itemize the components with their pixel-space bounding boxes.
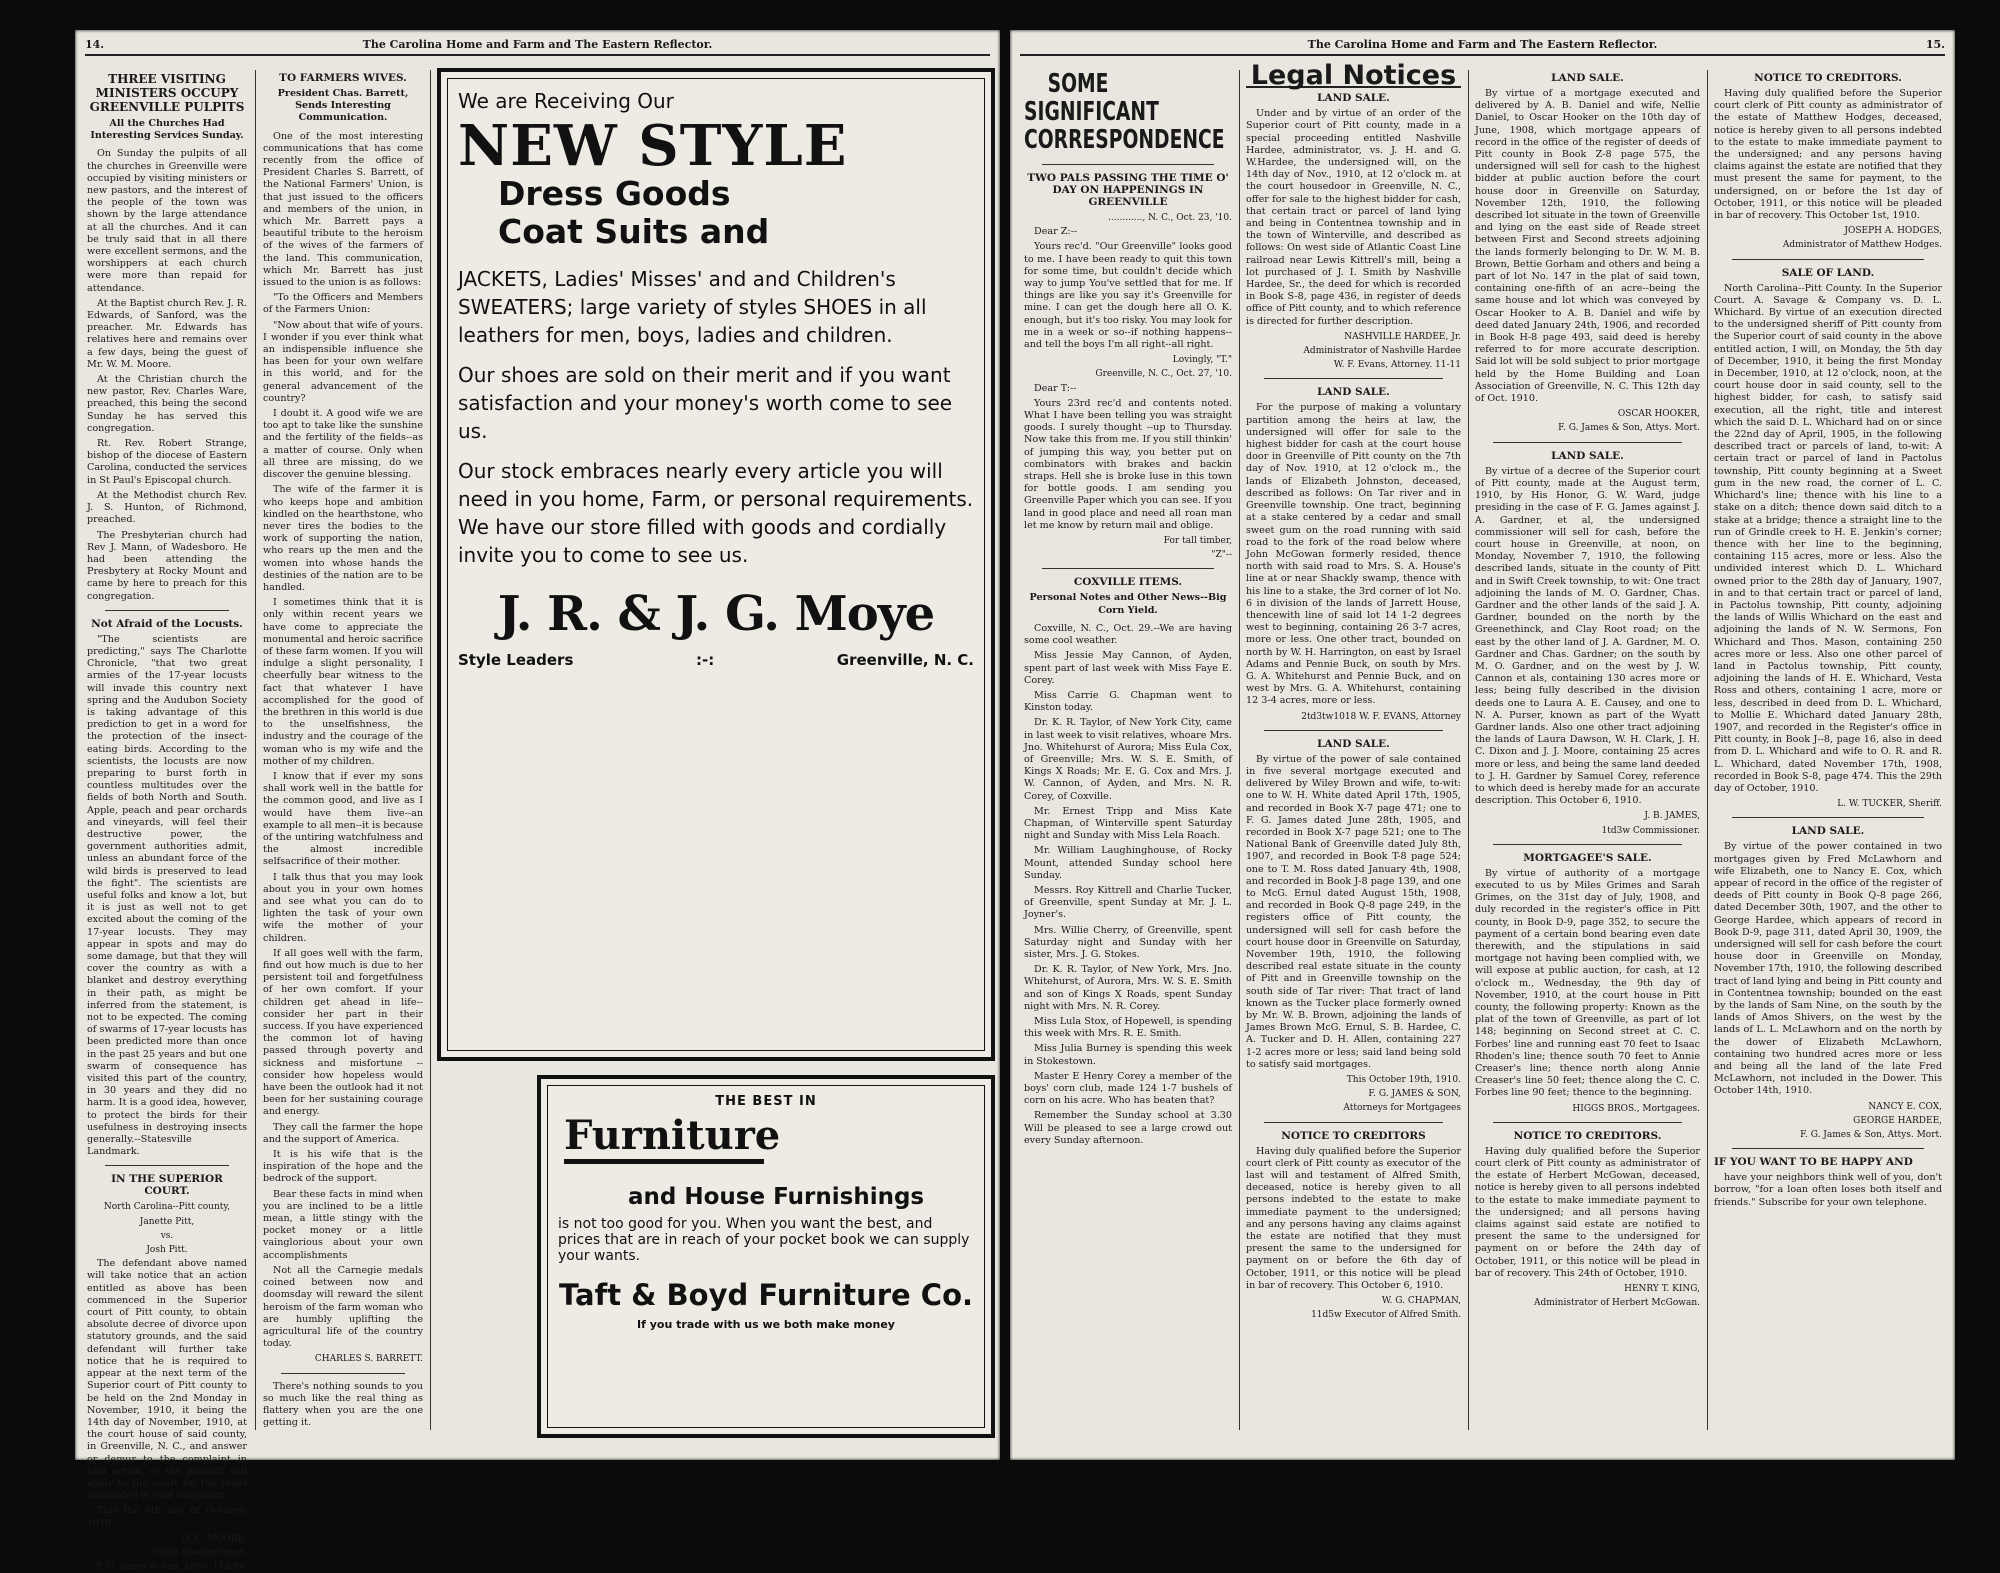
two-pals-headline: TWO PALS PASSING THE TIME O' DAY ON HAPPENINGS IN GREENVILLE	[1027, 172, 1229, 208]
left-column-2	[263, 70, 423, 1440]
right-column-3	[1475, 70, 1700, 1440]
notice-signature: HIGGS BROS., Mortgagees.	[1572, 1103, 1700, 1114]
signature-line: Clerk Sperior Court.	[153, 1547, 247, 1558]
letter2-closing: For tall timber,	[1163, 536, 1232, 547]
article-paragraph: The wife of the farmer it is who keeps hope and ambition kindled on the hearthstone, who never tires the bodies to the work of supporting the nation, who rears up the men and the women into whose hands the destinies of the nation are to be handled.	[263, 484, 423, 593]
letter1-salutation: Dear Z:--	[1034, 226, 1078, 238]
article-paragraph: At the Baptist church Rev. J. R. Edwards, of Sanford, was the preacher. Mr. Edwards has relatives here and remains over a few days, being the guest of Mr. W. M. Moore.	[87, 297, 247, 370]
legal-notices-masthead: Legal Notices	[1246, 70, 1461, 88]
notice-text: Having duly qualified before the Superior court clerk of Pitt county as administrator of the estate of Matthew Hodges, deceased, notice is hereby given to all persons indebted to the estate to make immediate payment to the undersigned; and any persons having claims against the estate are notified that they must present the same for payment, to the undersigned, on or before the 1st day of October, 1911, or this notice will be pleaded in bar of recovery. This October 1st, 1910.	[1714, 88, 1942, 222]
taft-ad-furniture: Furniture	[564, 1112, 781, 1159]
divider	[1493, 1122, 1682, 1123]
telephone-ad-headline: IF YOU WANT TO BE HAPPY AND	[1714, 1156, 1913, 1169]
moye-advertisement	[437, 68, 995, 1061]
letter2-dateline: Greenville, N. C., Oct. 27, '10.	[1095, 369, 1232, 380]
notice-signature: Attorneys for Mortgagees	[1343, 1103, 1461, 1114]
court-notice	[87, 1258, 247, 1529]
right-column-4	[1714, 70, 1942, 1440]
notice-signature: F. G. James & Son, Attys. Mort.	[1800, 1130, 1942, 1141]
court-caption-line: Josh Pitt.	[146, 1245, 188, 1256]
court-signature	[87, 1533, 247, 1573]
farmers-wives-headline: TO FARMERS WIVES.	[279, 72, 407, 84]
right-newspaper-page	[1010, 30, 1955, 1460]
article-paragraph: "Now about that wife of yours. I wonder if you ever think what an indispensible influence she has been for your own welfare in this world, and for the general advancement of the country?	[263, 319, 423, 404]
coxville-item: Coxville, N. C., Oct. 29.--We are having some cool weather.	[1024, 622, 1232, 647]
barrett-signature: CHARLES S. BARRETT.	[314, 1354, 423, 1365]
coxville-item: Messrs. Roy Kittrell and Charlie Tucker, of Greenville, spent Sunday at Mr. J. L. Joyner's.	[1024, 884, 1232, 921]
column-rule	[430, 70, 431, 1430]
notice-text: Having duly qualified before the Superior court clerk of Pitt county as administrator of the estate of Herbert McGowan, deceased, notice is hereby given to all persons indebted to the estate to make immediate payment to the undersigned; and all persons having claims against said estate are notified to present the same to the undersigned for payment on or before the 24th day of October, 1911, or this notice will be plead in bar of recovery. This 24th of October, 1910.	[1475, 1145, 1700, 1279]
notice-title: LAND SALE.	[1317, 386, 1390, 399]
legal-notices-col2	[1246, 92, 1461, 1321]
notice-signature: GEORGE HARDEE,	[1853, 1115, 1942, 1126]
notice-signature: 1td3w Commissioner.	[1601, 825, 1700, 836]
notice-signature: L. W. TUCKER, Sheriff.	[1837, 799, 1942, 810]
left-newspaper-page	[75, 30, 1000, 1573]
notice-signature: Administrator of Matthew Hodges.	[1782, 240, 1942, 251]
article-paragraph: I sometimes think that it is only within recent years we have come to appreciate the monumental and heroic sacrifice of these farm women. If you will indulge a slight personality, I cheerfully bear witness to the fact that whatever I have accomplished for the good of the brethren in this world is due to the unselfishness, the industry and the courage of the woman who is my wife and the mother of my children.	[263, 597, 423, 767]
taft-boyd-advertisement	[537, 1075, 995, 1438]
signature-line: F. G. James & Son, Attys. 11d3tw	[96, 1562, 247, 1573]
court-caption-line: vs.	[160, 1230, 174, 1241]
article-paragraph: On Sunday the pulpits of all the churches in Greenville were occupied by visiting ministers or new pastors, and the interest of the people of the town was shown by the large attendance at all the churches. And it can be truly said that in all there were excellent sermons, and the worshippers at each church were more than repaid for attendance.	[87, 148, 247, 294]
article-paragraph: I doubt it. A good wife we are too apt to take like the sunshine and the fertility of the fields--as a matter of course. Only when all three are missing, do we discover the genuine blessing.	[263, 408, 423, 481]
correspondence-masthead: SOME SIGNIFICANT CORRESPONDENCE	[1024, 69, 1225, 155]
superior-court-headline: IN THE SUPERIOR COURT.	[111, 1173, 223, 1198]
divider	[1732, 1148, 1924, 1149]
notice-signature: F. G. JAMES & SON,	[1368, 1089, 1461, 1100]
legal-notices-col4	[1714, 72, 1942, 1141]
notice-signature: NASHVILLE HARDEE, Jr.	[1344, 331, 1461, 342]
moye-ad-intro: We are Receiving Our	[458, 89, 674, 113]
notice-title: LAND SALE.	[1791, 825, 1865, 838]
moye-ad-style-leaders: Style Leaders	[458, 651, 574, 669]
article-paragraph: I talk thus that you may look about you in your own homes and see what you can do to lighten the task of your own wife the mother of your children.	[263, 871, 423, 944]
right-running-head	[1020, 38, 1945, 56]
letter2-signature: "Z"--	[1211, 550, 1232, 561]
notice-signature: F. G. James & Son, Attys. Mort.	[1558, 423, 1700, 434]
moye-ad-location: Greenville, N. C.	[836, 651, 974, 669]
left-running-head	[85, 38, 990, 56]
court-caption	[87, 1201, 247, 1256]
coxville-item: Remember the Sunday school at 3.30 Will be pleased to see a large crowd out every Sunday afternoon.	[1024, 1110, 1232, 1146]
article-paragraph: Rt. Rev. Robert Strange, bishop of the diocese of Eastern Carolina, conducted the services in St Paul's Episcopal church.	[87, 438, 247, 486]
article-paragraph: At the Christian church the new pastor, Rev. Charles Ware, preached, this being the second Sunday he has served this congregation.	[87, 374, 247, 434]
taft-ad-underline	[564, 1159, 764, 1164]
notice-title: LAND SALE.	[1317, 92, 1390, 105]
divider	[1042, 164, 1214, 165]
coxville-items	[1024, 623, 1232, 1147]
taft-ad-body: is not too good for you. When you want the best, and prices that are in reach of your pocket book we can supply your wants.	[558, 1216, 970, 1264]
right-column-2	[1246, 60, 1461, 1440]
notice-title: LAND SALE.	[1551, 449, 1624, 462]
notice-signature: J. B. JAMES,	[1644, 811, 1700, 822]
notice-signature: HENRY T. KING,	[1624, 1284, 1700, 1295]
farmers-wives-subhead: President Chas. Barrett, Sends Interesting Communication.	[277, 88, 409, 124]
moye-ad-coat-suits: Coat Suits and	[498, 212, 770, 251]
farmers-wives-article	[263, 131, 423, 1351]
notice-text: By virtue of a mortgage executed and delivered by A. B. Daniel and wife, Nellie Daniel, to Oscar Hooker on the 10th day of June, 1908, which mortgage appears of record in the office of the register of deeds of Pitt county in Book Z-8 page 575, the undersigned will sell for cash to the highest bidder at public auction before the court house door in Greenville on Saturday, November 12th, 1910, the following described lot situate in the town of Greenville and lying on the east side of Reade street between First and Second streets adjoining the lands formerly belonging to Dr. W. M. B. Brown, Bettie Gorham and others and being a part of lot No. 147 in the plat of said town, containing one-fifth of an acre--being the same house and lot which was conveyed by Oscar Hooker to A. B. Daniel and wife by deed dated January 24th, 1906, and recorded in Book H-8 page 493, said deed is hereby referred to for more accurate description. Said lot will be sold subject to prior mortgage held by the Home Building and Loan Association of Greenville, N. C. This 12th day of Oct. 1910.	[1475, 88, 1700, 405]
right-running-title: The Carolina Home and Farm and The Eastern Reflector.	[1307, 38, 1658, 51]
notice-text: North Carolina--Pitt County. In the Superior Court. A. Savage & Company vs. D. L. Whichard. By virtue of an execution directed to the undersigned sheriff of Pitt county from the Superior court of said county in the above entitled action, I will, on Monday, the 5th day of December, 1910, it being the first Monday in December, 1910, at 12 o'clock, noon, at the court house door in said county, sell to the highest bidder, for cash, to satisfy said execution, all the right, title and interest which the said D. L. Whichard had on or since the 22nd day of April, 1905, in the following described tract or parcels of land, to-wit: A certain tract or parcel of land in Pactolus township, Pitt county beginning at a Sweet gum in the new road, the corner of L. C. Whichard's line; thence with his line to a stake on a ditch; thence down said ditch to a stake at a bridge; thence a straight line to the run of Grindle creek to H. E. Jenkin's corner; thence with her line to the beginning, containing 115 acres, more or less. Also the undivided interest which D. L. Whichard owned prior to the 28th day of January, 1907, in and to that certain tract or parcel of land, in Pactolus township, Pitt county, adjoining the lands of Willis Whichard on the east and adjoining the lands of N. W. Sermons, Fon Whichard and Thos. Mason, containing 250 acres more or less. Also one other parcel of land in Pactolus township, Pitt county, adjoining the lands of H. E. Whichard, Vesta Ross and others, containing 1 acre, more or less, described in deed from D. L. Whichard, to Mollie E. Whichard dated January 28th, 1907, and recorded in the Register's office in Pitt county, in Book J--8, page 16, also in deed from D. L. Whichard and wife to O. R. and R. L. Whichard, dated November 17th, 1908, recorded in Book S-8, page 474. This the 29th day of October, 1910.	[1714, 282, 1942, 794]
court-caption-line: Janette Pitt,	[139, 1216, 195, 1227]
article-paragraph: At the Methodist church Rev. J. S. Hunton, of Richmond, preached.	[87, 489, 247, 526]
coxville-item: Miss Jessie May Cannon, of Ayden, spent part of last week with Miss Faye E. Corey.	[1024, 650, 1232, 686]
notice-title: LAND SALE.	[1317, 737, 1390, 750]
notice-text: For the purpose of making a voluntary partition among the heirs at law, the undersigned will offer for sale to the highest bidder for cash at the court house door in Greenville of Pitt county on the 7th day of Nov. 1910, at 12 o'clock m., the lands of Elizabeth Johnston, deceased, described as follows: On Tar river and in Greenville township. One tract, beginning at a stake centered by a cedar and small sweet gum on the road running with said road to the fork of the road below where John McGowan formerly resided, thence north with said road to Mrs. S. A. House's line at or near Shackly swamp, thence with his line to a stake, the 3rd corner of lot No. 6 in division of the lands of Jarrett House, thencewith line of said lot 14 1-2 degrees west to beginning, containing 26 3-7 acres, more or less. One other tract, bounded on north by W. H. Harrington, on east by Israel Adams and Pennie Buck, on south by Mrs. G. A. Whitehurst and Pennie Buck, and on west by Mrs. G. A. Whitehurst, containing 12 3-4 acres, more or less.	[1246, 402, 1461, 707]
notice-signature: JOSEPH A. HODGES,	[1844, 226, 1942, 237]
court-caption-line: North Carolina--Pitt county,	[103, 1202, 231, 1213]
coxville-item: Dr. K. R. Taylor, of New York, Mrs. Jno. Whitehurst, of Aurora, Mrs. W. S. E. Smith and son of Kings X Roads, spent Sunday night with Mrs. N. R. Corey.	[1024, 964, 1232, 1012]
moye-ad-tagline	[458, 651, 974, 669]
divider	[1732, 259, 1924, 260]
notice-signature: OSCAR HOOKER,	[1617, 409, 1700, 420]
divider	[281, 1373, 405, 1374]
coxville-item: Master E Henry Corey a member of the boys' corn club, made 124 1-7 bushels of corn on his acre. Who has beaten that?	[1024, 1070, 1232, 1107]
notice-text: By virtue of authority of a mortgage executed to us by Miles Grimes and Sarah Grimes, on the 31st day of July, 1908, and duly recorded in the register's office in Pitt county, in Book D-9, page 352, to secure the payment of a certain bond bearing even date therewith, and the stipulations in said mortgage not having been complied with, we will expose at public auction, for cash, at 12 o'clock m., Wednesday, the 9th day of November, 1910, at the court house in Pitt county, the following property: Known as the plat of the town of Greenville, as part of lot 148; beginning on Second street at C. C. Forbes' line and running east 70 feet to Isaac Rhoden's line; thence south 70 feet to Annie Creaser's line; thence north along Annie Creaser's line 50 feet; thence along the C. C. Forbes line 90 feet; thence to the beginning.	[1475, 867, 1700, 1099]
article-paragraph: Not all the Carnegie medals coined between now and doomsday will reward the silent heroism of the farm woman who are humbly uplifting the agricultural life of the country today.	[263, 1264, 423, 1350]
telephone-ad-text: have your neighbors think well of you, don't borrow, "for a loan often loses both itself and friends." Subscribe for your own telephone.	[1714, 1172, 1942, 1208]
letter1-body: Yours rec'd. "Our Greenville" looks good to me. I have been ready to quit this town for some time, but couldn't decide which way to jump You've settled that for me. If things are like you say it's Greenville for mine. I can get the dough here all O. K. enough, but it's too risky. You may look for me in a week or so--if nothing happens--and tell the boys I'm all right--all right.	[1024, 241, 1232, 351]
notice-text: Having duly qualified before the Superior court clerk of Pitt county as executor of the last will and testament of Alfred Smith, deceased, notice is hereby given to all persons indebted to the estate to make immediate payment to the undersigned; and any persons having any claims against the estate are notified that they must present the same to the undersigned for payment on or before the 6th day of October, 1911, or this notice will be plead in bar of recovery. This October 6, 1910.	[1246, 1145, 1461, 1291]
left-column-1	[87, 70, 247, 1573]
taft-ad-firm-name: Taft & Boyd Furniture Co.	[558, 1278, 974, 1312]
article-paragraph: The Presbyterian church had Rev J. Mann, of Wadesboro. He had been attending the Presbytery at Rocky Mount and came by here to preach for this congregation.	[87, 529, 247, 602]
coxville-item: Mr. Ernest Tripp and Miss Kate Chapman, of Winterville spent Saturday night and Sunday with Miss Lela Roach.	[1024, 805, 1232, 842]
coxville-item: Mr. William Laughinghouse, of Rocky Mount, attended Sunday school here Sunday.	[1024, 845, 1232, 881]
article-paragraph: It is his wife that is the inspiration of the hope and the bedrock of the support.	[263, 1149, 423, 1185]
notice-title: SALE OF LAND.	[1781, 266, 1875, 279]
column-rule	[1707, 70, 1708, 1430]
moye-ad-dress-goods: Dress Goods	[498, 174, 731, 213]
moye-ad-body-2: Our shoes are sold on their merit and if you want satisfaction and your money's worth come to see us.	[458, 363, 953, 443]
notice-signature: 2td3tw1018 W. F. EVANS, Attorney	[1301, 711, 1461, 722]
article-paragraph: If all goes well with the farm, find out how much is due to her persistent toil and forgetfulness of her own comfort. If your children get ahead in life--consider her part in their success. If you have experienced the common lot of having passed through poverty and sickness and misfortune --consider how hopeless would have been the outlook had it not been for her sustaining courage and energy.	[263, 947, 423, 1118]
coxville-headline: COXVILLE ITEMS.	[1073, 576, 1183, 589]
right-column-1	[1024, 70, 1232, 1440]
ministers-headline: THREE VISITING MINISTERS OCCUPY GREENVILLE PULPITS	[89, 72, 245, 114]
notice-signature: NANCY E. COX,	[1868, 1101, 1942, 1112]
divider	[1264, 730, 1443, 731]
letter1-dateline: ............, N. C., Oct. 23, '10.	[1108, 213, 1232, 223]
divider	[1264, 1122, 1443, 1123]
left-running-title: The Carolina Home and Farm and The Eastern Reflector.	[362, 38, 713, 51]
notice-text: Under and by virtue of an order of the Superior court of Pitt county, made in a special proceeding entitled Nashville Hardee, administrator, vs. J. H. and G. W.Hardee, the undersigned will, on the 14th day of Nov., 1910, at 12 o'clock m. at the court housedoor in Greenville, N. C., offer for sale to the highest bidder for cash, that certain tract or parcel of land lying and being in Contentnea township and in the town of Winterville, and described as follows: On west side of Atlantic Coast Line railroad near Lewis Kittrell's mill, being a lot purchased of J. I. Smith by Nashville Hardee, Sr., the deed for which is recorded in Book S-8, page 436, in register of deeds office of Pitt county, and to which reference is directed for further description.	[1246, 108, 1461, 327]
notice-signature: W. F. Evans, Attorney. 11-11	[1333, 360, 1461, 371]
letter2-salutation: Dear T:--	[1034, 382, 1077, 394]
coxville-subhead: Personal Notes and Other News--Big Corn Yield.	[1029, 592, 1227, 616]
coxville-item: Miss Carrie G. Chapman went to Kinston today.	[1024, 689, 1232, 714]
notice-signature: This October 19th, 1910.	[1346, 1075, 1461, 1086]
article-paragraph: Bear these facts in mind when you are inclined to be a little mean, a little stingy with the pocket money or a little vainglorious about your own accomplishments	[263, 1188, 423, 1261]
notice-text: By virtue of a decree of the Superior court of Pitt county, made at the August term, 1910, by His Honor, G. W. Ward, judge presiding in the case of F. G. James against J. A. Gardner, et al, the undersigned commissioner will sell for cash, before the court house in Greenville, at noon, on Monday, November 7, 1910, the following described lands, situate in the county of Pitt and in Swift Creek township, to wit: One tract adjoining the lands of M. O. Gardner, Chas. Gardner and the other lands of the said J. A. Gardner, bounded on the north by the Greenethinck, and Clay Root road; on the east by the other land of J. A. Gardner, M. O. Gardner and Chas. Gardner; on the south by M. O. Gardner, and on the west by J. W. Cannon et als, containing 130 acres more or less; being fully described in the division deeds one to Laura A. E. Causey, and one to N. A. Purser, known as part of the Wyatt Gardner lands. Also one other tract adjoining the lands of Laura Dawson, W. H. Clark, J. H. C. Dixon and J. J. Moore, containing 25 acres more or less, and being the same land deeded to J. H. Gardner by Samuel Corey, reference to which deed is hereby made for an accurate description. This October 6, 1910.	[1475, 465, 1700, 807]
notice-title: MORTGAGEE'S SALE.	[1523, 851, 1652, 864]
coxville-item: Miss Julia Burney is spending this week in Stokestown.	[1024, 1043, 1232, 1067]
notice-text: By virtue of the power contained in two mortgages given by Fred McLawhorn and wife Elizabeth, one to Nancy E. Cox, which appear of record in the office of the register of deeds of Pitt county in Book Q-8 page 266, dated December 30th, 1907, and the other to George Hardee, which appears of record in Book D-9, page 311, dated April 30, 1909, the undersigned will sell for cash before the court house door in Greenville on Monday, November 17th, 1910, the following described tract of land lying and being in Pitt county and in Contentnea township; bounded on the east by the lands of Sam Nine, on the south by the lands of Amos Shivers, on the west by the lands of L. L. McLawhorn and on the north by the dower of Elizabeth McLawhorn, containing two hundred acres more or less and being all the land of the late Fred McLawhorn, not included in the Dower. This October 14th, 1910.	[1714, 841, 1942, 1097]
locusts-headline: Not Afraid of the Locusts.	[91, 617, 243, 630]
divider	[1042, 568, 1214, 569]
coxville-item: Mrs. Willie Cherry, of Greenville, spent Saturday night and Sunday with her sister, Mrs. J. G. Stokes.	[1024, 924, 1232, 960]
coxville-item: Miss Lula Stox, of Hopewell, is spending this week with Mrs. R. E. Smith.	[1024, 1015, 1232, 1040]
article-paragraph: One of the most interesting communications that has come recently from the office of President Charles S. Barrett, of the National Farmers' Union, is that just issued to the officers and members of the union, in which Mr. Barrett pays a beautiful tribute to the heroism of the wives of the farmers of the land. This communication, which Mr. Barrett has just issued to the union is as follows:	[263, 130, 423, 289]
taft-ad-best-in: THE BEST IN	[715, 1094, 817, 1109]
divider	[1493, 844, 1682, 845]
taft-ad-house-furnishings: and House Furnishings	[628, 1184, 925, 1210]
letter2-body: Yours 23rd rec'd and contents noted. What I have been telling you was straight goods. I surely thought --up to Thursday. Now take this from me. If you still thinkin' of jumping this way, you better put on combinators with brakes and backin straps. Hell she is broke luse in this town for bottle goods. I am sending you Greenville Paper which you can see. If you land in good place and need all roan man let me know by return mail and oblige.	[1024, 397, 1232, 531]
divider	[105, 1165, 229, 1166]
moye-ad-firm-name: J. R. & J. G. Moye	[497, 586, 935, 642]
moye-ad-body-1: JACKETS, Ladies' Misses' and and Children's SWEATERS; large variety of styles SHOES in all leathers for men, boys, ladies and children.	[458, 267, 927, 347]
left-page-number: 14.	[85, 38, 105, 51]
signature-line: D. C. MOORE,	[181, 1533, 247, 1544]
letter1-signature: Lovingly, "T."	[1172, 355, 1232, 366]
notice-title: NOTICE TO CREDITORS.	[1754, 72, 1902, 84]
article-paragraph: I know that if ever my sons shall work well in the battle for the common good, and live as I would have them live--an example to all men--it is because of the untiring watchfulness and the almost incredible selfsacrifice of their mother.	[263, 770, 423, 868]
article-paragraph: The defendant above named will take notice that an action entitled as above has been commenced in the Superior court of Pitt county, to obtain absolute decree of divorce upon statutory grounds, and the said defendant will further take notice that he is required to appear at the next term of the Superior court of Pitt county to be held on the 2nd Monday in November, 1910, it being the 14th day of November, 1910, at the court house of said county, in Greenville, N. C., and answer or demur to the complaint in said action, or the plaintiff will apply to the court for the relief demanded in said complaint.	[87, 1258, 247, 1502]
notice-signature: W. G. CHAPMAN,	[1381, 1296, 1461, 1307]
locusts-article	[87, 634, 247, 1159]
legal-notices-col3	[1475, 72, 1700, 1309]
taft-ad-tagline: If you trade with us we both make money	[637, 1318, 895, 1331]
column-rule	[255, 70, 256, 1430]
notice-title: NOTICE TO CREDITORS.	[1513, 1129, 1662, 1142]
divider	[1264, 378, 1443, 379]
notice-title: LAND SALE.	[1551, 72, 1624, 84]
article-paragraph: This the 8th day of October, 1910.	[87, 1505, 247, 1529]
coxville-item: Dr. K. R. Taylor, of New York City, came in last week to visit relatives, whoare Mrs. Jno. Whitehurst of Aurora; Miss Eula Cox, of Greenville; Mrs. W. S. E. Smith, of Kings X Roads; Mr. E. G. Cox and Mrs. J. W. Cannon, of Ayden, and Mrs. N. R. Corey, of Coxville.	[1024, 717, 1232, 802]
notice-signature: Administrator of Nashville Hardee	[1303, 346, 1461, 357]
divider	[1493, 442, 1682, 443]
divider	[105, 610, 229, 611]
divider	[1732, 817, 1924, 818]
ministers-article	[87, 148, 247, 602]
column-rule	[1239, 70, 1240, 1430]
flattery-filler: There's nothing sounds to you so much like the real thing as flattery when you are the one getting it.	[263, 1380, 423, 1429]
moye-ad-body-3: Our stock embraces nearly every article you will need in you home, Farm, or personal requirements. We have our store filled with goods and cordially invite you to come to see us.	[458, 459, 974, 567]
ministers-subhead: All the Churches Had Interesting Services Sunday.	[90, 118, 244, 142]
right-page-number: 15.	[1925, 38, 1945, 51]
moye-ad-new-style: NEW STYLE	[458, 113, 848, 179]
notice-text: By virtue of the power of sale contained in five several mortgage executed and delivered by Wiley Brown and wife, to-wit: one to W. H. White dated April 17th, 1905, and recorded in Book X-7 page 471; one to F. G. James dated June 28th, 1905, and recorded in Book X-7 page 521; one to The National Bank of Greenville dated July 8th, 1907, and recorded in Book T-8 page 524; one to T. M. Ross dated January 4th, 1908, and recorded in Book J-8 page 139, and one to McG. Ernul dated August 15th, 1908, and recorded in Book Q-8 page 249, in the registers office of Pitt county, the undersigned will sell for cash before the court house door in Greenville on Saturday, November 19th, 1910, the following described real estate situate in the county of Pitt and in Greenville township on the south side of Tar river: That tract of land known as the Tucker place formerly owned by Mr. W. B. Brown, adjoining the lands of James Brown McG. Ernul, S. B. Hardee, C. A. Tucker and D. H. Allen, containing 227 1-2 acres more or less; said land being sold to satisfy said mortgages.	[1246, 753, 1461, 1070]
article-paragraph: "The scientists are predicting," says The Charlotte Chronicle, "that two great armies of the 17-year locusts will invade this country next spring and the Audubon Society is taking advantage of this prediction to get in a word for the protection of the insect-eating birds. According to the scientists, the locusts are now preparing to burst forth in countless multitudes over the fields of both North and South. Apple, peach and pear orchards and vineyards, will feel their destructive power, the government authorities admit, unless an abundant force of the wild birds is preserved to lead the fight". The scientists are useful folks and know a lot, but it is just as well not to get excited about the coming of the 17-year locusts. They may appear in spots and may do some damage, but that they will cover the country as with a blanket and destroy everything in their path, as might be inferred from the statement, is not to be expected. The coming of swarms of 17-year locusts has been predicted more than once in the past 25 years and but one swarm of consequence has visited this part of the country, in 30 years and they did no harm. It is a good idea, however, to protect the birds for their usefulness in destroying insects generally.--Statesville Landmark.	[87, 633, 247, 1158]
notice-signature: 11d5w Executor of Alfred Smith.	[1311, 1310, 1461, 1321]
notice-title: NOTICE TO CREDITORS	[1281, 1129, 1426, 1142]
column-rule	[1468, 70, 1469, 1430]
moye-ad-separator: :-:	[695, 651, 715, 669]
article-paragraph: They call the farmer the hope and the support of America.	[263, 1121, 423, 1145]
article-paragraph: "To the Officers and Members of the Farmers Union:	[263, 292, 423, 316]
notice-signature: Administrator of Herbert McGowan.	[1534, 1298, 1700, 1309]
